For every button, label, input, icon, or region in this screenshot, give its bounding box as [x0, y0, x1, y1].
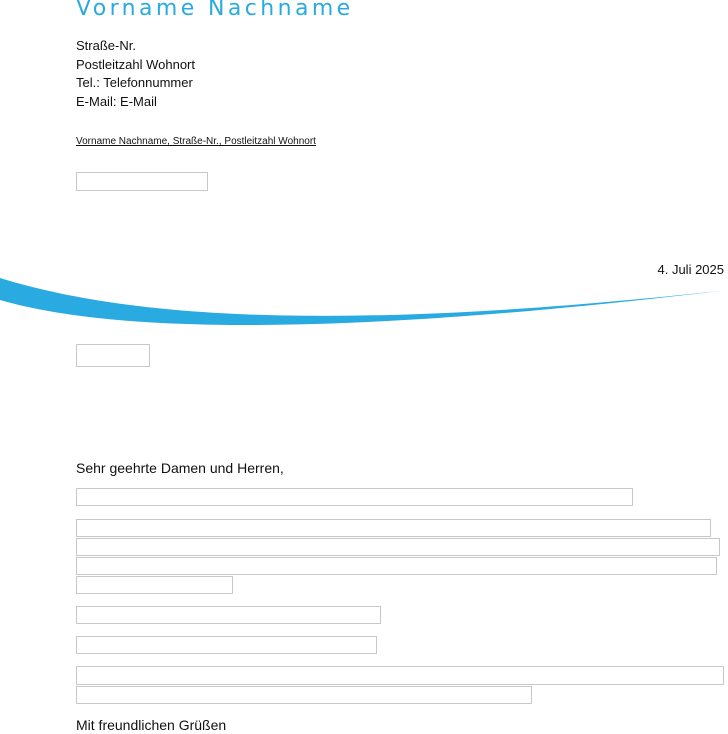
body-text-field-2[interactable] [76, 519, 711, 537]
body-text-field-6[interactable] [76, 606, 381, 624]
sender-city: Postleitzahl Wohnort [76, 56, 195, 72]
body-text-field-5[interactable] [76, 576, 233, 594]
sender-name-title: Vorname Nachname [76, 0, 354, 21]
sender-street: Straße-Nr. [76, 38, 136, 53]
salutation-text: Sehr geehrte Damen und Herren, [76, 460, 284, 476]
body-text-field-4[interactable] [76, 557, 717, 575]
subject-field[interactable] [76, 344, 150, 367]
body-text-field-3[interactable] [76, 538, 720, 556]
body-text-field-9[interactable] [76, 686, 532, 704]
recipient-address-field[interactable] [76, 172, 208, 191]
return-address-line: Vorname Nachname, Straße-Nr., Postleitzahl Wohnort [76, 136, 316, 147]
blue-swoosh-decoration [0, 270, 728, 340]
closing-text: Mit freundlichen Grüßen [76, 717, 227, 733]
body-text-field-8[interactable] [76, 666, 724, 685]
sender-phone: Tel.: Telefonnummer [76, 75, 193, 90]
swoosh-shape [0, 278, 728, 325]
body-text-field-7[interactable] [76, 636, 377, 654]
body-text-field-1[interactable] [76, 488, 633, 506]
letter-date: 4. Juli 2025 [657, 262, 724, 277]
sender-address-block [76, 37, 195, 111]
sender-email: E-Mail: E-Mail [76, 93, 157, 109]
